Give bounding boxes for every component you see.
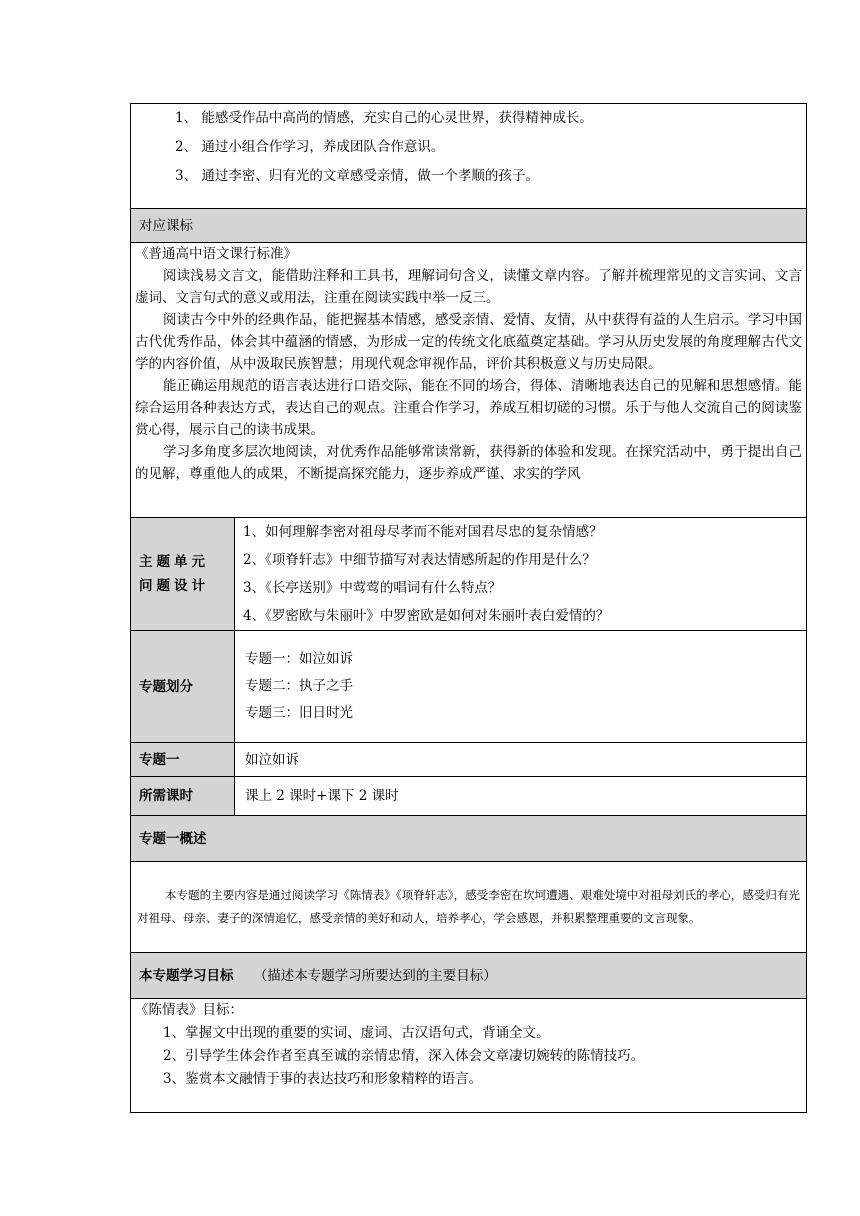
objectives-body-row	[131, 999, 807, 1113]
topic-item: 专题二：执子之手	[245, 678, 353, 694]
topic-item: 专题三：旧日时光	[245, 705, 353, 721]
lesson-plan-table	[130, 103, 807, 1113]
objectives-heading: 本专题学习目标	[139, 967, 234, 984]
hours-label: 所需课时	[139, 788, 193, 804]
question-item: 3、《长亭送别》中莺莺的唱词有什么特点？	[243, 580, 502, 596]
standards-heading-row	[131, 209, 807, 243]
objectives-heading-row	[131, 953, 807, 999]
hours-row	[131, 777, 807, 816]
objective-item: 2、引导学生体会作者至真至诚的亲情忠情，深入体会文章凄切婉转的陈情技巧。	[163, 1048, 645, 1064]
topic-one-value: 如泣如诉	[245, 751, 299, 768]
objectives-intro: 《陈情表》目标：	[135, 1002, 243, 1018]
standards-paragraph: 阅读浅易文言文，能借助注释和工具书，理解词句含义，读懂文章内容。了解并梳理常见的文言实词、文言虚词、文言句式的意义或用法，注重在阅读实践中举一反三。	[135, 268, 803, 306]
topics-row	[131, 631, 807, 743]
standards-source: 《普通高中语文课行标准》	[135, 246, 297, 262]
goal-item: 3、 通过李密、归有光的文章感受亲情，做一个孝顺的孩子。	[175, 168, 539, 184]
topics-label: 专题划分	[139, 678, 193, 695]
questions-label: 主题单元问题设计	[139, 554, 209, 594]
overview-heading: 专题一概述	[139, 830, 207, 847]
standards-heading: 对应课标	[139, 217, 193, 234]
goal-item: 2、 通过小组合作学习，养成团队合作意识。	[175, 139, 445, 155]
lesson-plan-document	[130, 103, 806, 1113]
overview-text: 本专题的主要内容是通过阅读学习《陈情表》《项脊轩志》，感受李密在坎坷遭遇、艰难处境中对祖母刘氏的孝心，感受归有光对祖母、母亲、妻子的深情追忆，感受亲情的美好和动人，培养孝心，学会感恩，并积累整理重要的文言现象。	[137, 888, 801, 925]
standards-paragraph: 学习多角度多层次地阅读，对优秀作品能够常读常新，获得新的体验和发现。在探究活动中，勇于提出自己的见解，尊重他人的成果，不断提高探究能力，逐步养成严谨、求实的学风	[135, 444, 803, 482]
standards-paragraph: 阅读古今中外的经典作品，能把握基本情感，感受亲情、爱情、友情，从中获得有益的人生启示。学习中国古代优秀作品，体会其中蕴涵的情感，为形成一定的传统文化底蕴奠定基础。学习从历史发展的角度理解古代文学的内容价值，从中汲取民族智慧；用现代观念审视作品，评价其积极意义与历史局限。	[135, 312, 803, 372]
topic-one-row	[131, 743, 807, 777]
goals-row	[131, 104, 807, 209]
topic-one-label: 专题一	[139, 751, 180, 768]
standards-paragraph: 能正确运用规范的语言表达进行口语交际，能在不同的场合，得体、清晰地表达自己的见解和思想感情。能综合运用各种表达方式，表达自己的观点。注重合作学习，养成互相切磋的习惯。乐于与他人交流自己的阅读鉴赏心得，展示自己的读书成果。	[135, 378, 803, 438]
goal-item: 1、 能感受作品中高尚的情感，充实自己的心灵世界，获得精神成长。	[175, 110, 593, 126]
objectives-note: （描述本专题学习所要达到的主要目标）	[253, 967, 497, 984]
overview-body-row	[131, 862, 807, 953]
overview-heading-row	[131, 816, 807, 862]
hours-value: 课上 2 课时+课下 2 课时	[245, 788, 399, 804]
question-item: 4、《罗密欧与朱丽叶》中罗密欧是如何对朱丽叶表白爱情的？	[243, 608, 610, 624]
question-item: 2、《项脊轩志》中细节描写对表达情感所起的作用是什么？	[243, 552, 596, 568]
questions-row	[131, 518, 807, 631]
objective-item: 3、鉴赏本文融情于事的表达技巧和形象精粹的语言。	[163, 1071, 483, 1087]
objective-item: 1、掌握文中出现的重要的实词、虚词、古汉语句式，背诵全文。	[163, 1025, 550, 1041]
question-item: 1、如何理解李密对祖母尽孝而不能对国君尽忠的复杂情感？	[243, 524, 603, 540]
standards-body-row	[131, 243, 807, 518]
topic-item: 专题一：如泣如诉	[245, 651, 353, 667]
